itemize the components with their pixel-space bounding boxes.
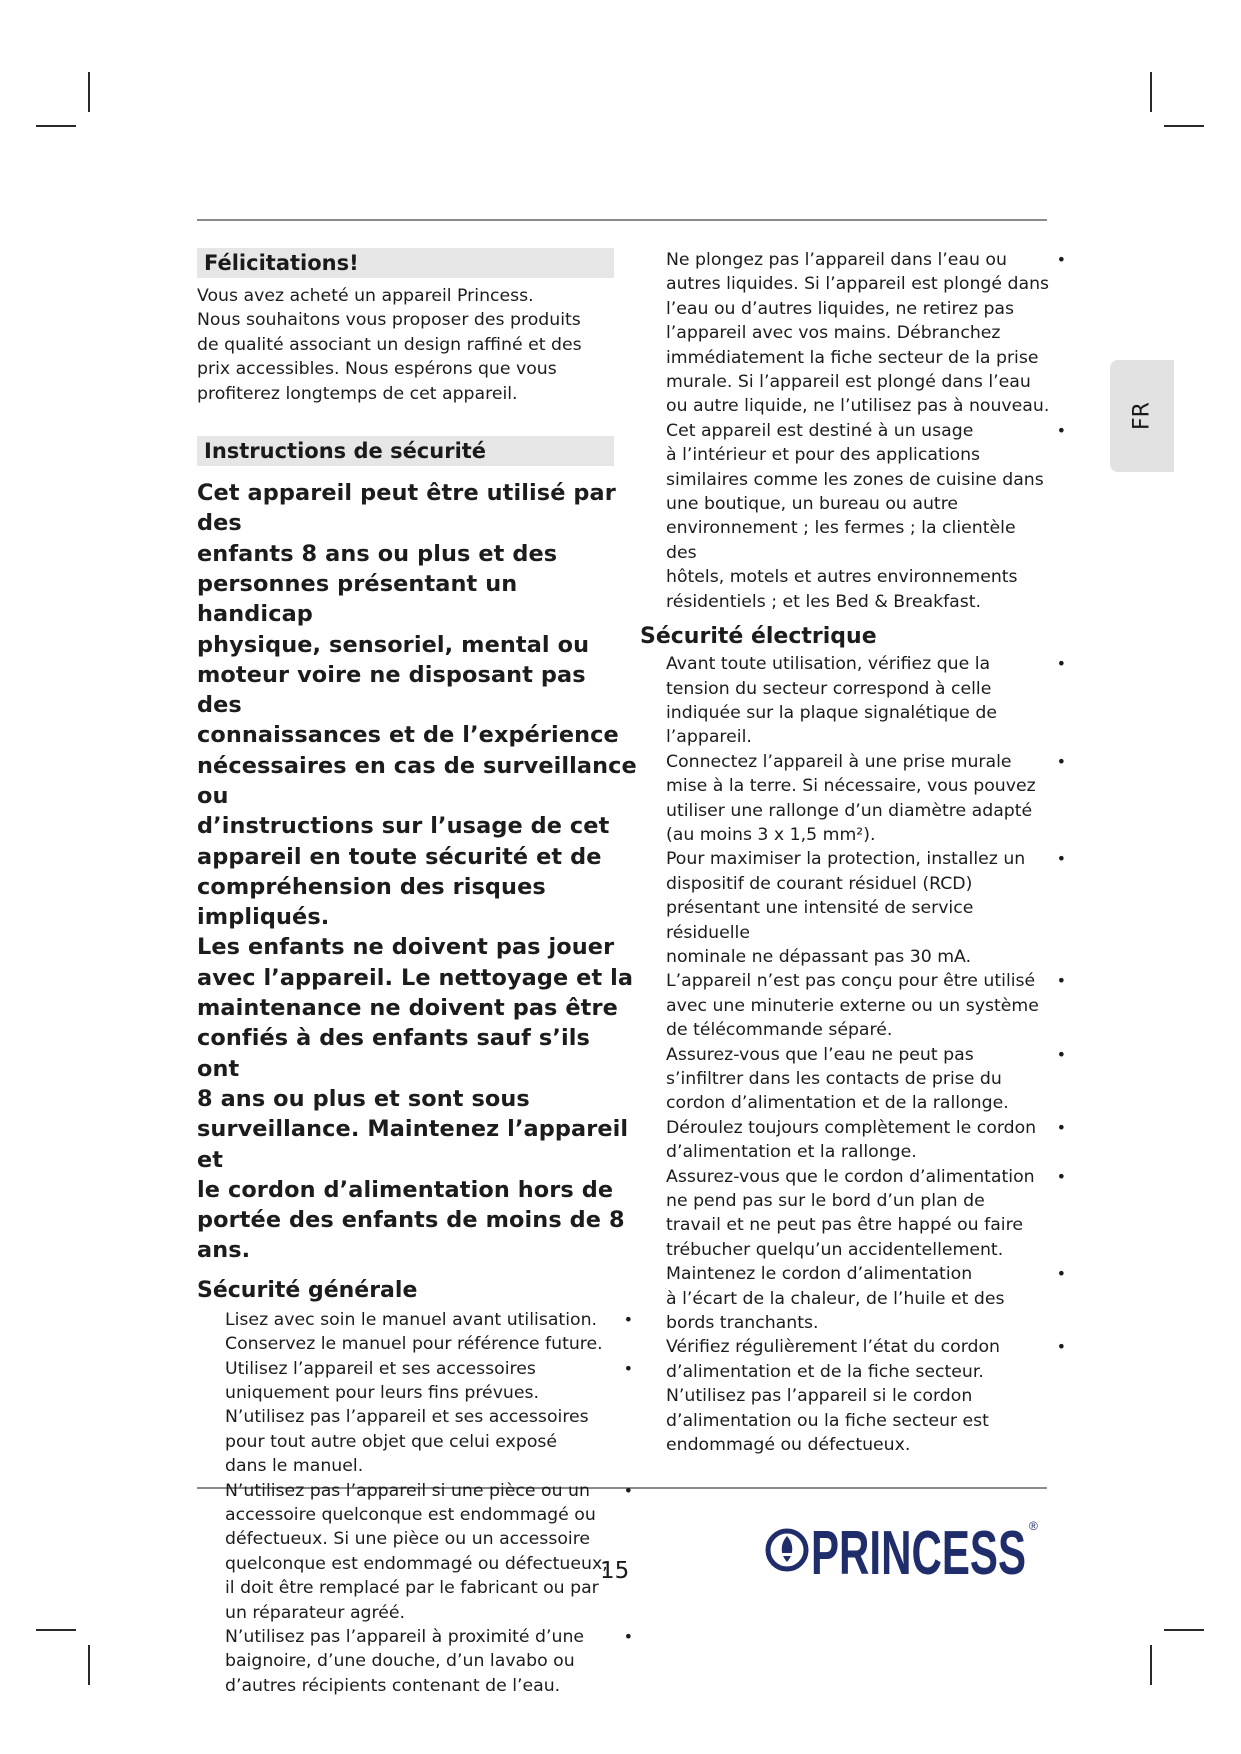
intro-line: de qualité associant un design raffiné et des: [197, 334, 582, 355]
congrats-heading: Félicitations!: [197, 248, 614, 278]
list-item: [225, 1357, 637, 1479]
intro-line: Vous avez acheté un appareil Princess.: [197, 286, 534, 306]
item-line: à l’écart de la chaleur, de l’huile et des: [666, 1288, 1005, 1309]
item-line: à l’intérieur et pour des applications: [666, 445, 981, 466]
item-line: utiliser une rallonge d’un diamètre adapté: [666, 800, 1033, 821]
item-line: Connectez l’appareil à une prise murale: [666, 751, 1012, 772]
item-line: défectueux. Si une pièce ou un accessoire: [225, 1529, 591, 1550]
item-line: cordon d’alimentation et de la rallonge.: [666, 1093, 1009, 1114]
item-line: environnement ; les fermes ; la clientèle des: [666, 518, 1016, 563]
item-line: N’utilisez pas l’appareil et ses accessoires: [225, 1407, 589, 1428]
item-line: hôtels, motels et autres environnements: [666, 567, 1018, 588]
item-line: ou autre liquide, ne l’utilisez pas à nouveau.: [666, 396, 1050, 417]
crop-mark: [1164, 1629, 1204, 1631]
item-line: Utilisez l’appareil et ses accessoires: [225, 1358, 536, 1379]
child-safety-warning: [197, 478, 637, 1266]
item-line: Lisez avec soin le manuel avant utilisation.: [225, 1309, 598, 1330]
list-item: [225, 1625, 637, 1698]
bullet: •: [1056, 1264, 1066, 1284]
bullet: •: [1056, 250, 1066, 269]
list-item: [666, 969, 1070, 1042]
item-line: tension du secteur correspond à celle: [666, 678, 992, 699]
language-tab: [1110, 360, 1174, 472]
bullet: •: [1056, 971, 1066, 991]
item-line: d’alimentation et de la fiche secteur.: [666, 1361, 984, 1382]
item-line: avec une minuterie externe ou un système: [666, 995, 1039, 1016]
item-line: bords tranchants.: [666, 1313, 819, 1334]
list-item: [666, 1165, 1070, 1263]
item-line: mise à la terre. Si nécessaire, vous pouvez: [666, 776, 1036, 797]
bullet: •: [1056, 849, 1066, 869]
item-line: uniquement pour leurs fins prévues.: [225, 1382, 539, 1403]
item-line: ne pend pas sur le bord d’un plan de: [666, 1191, 985, 1212]
item-line: l’eau ou d’autres liquides, ne retirez pas: [666, 298, 1015, 319]
item-line: nominale ne dépassant pas 30 mA.: [666, 946, 972, 967]
warning-line: confiés à des enfants sauf s’ils ont: [197, 1025, 590, 1082]
bullet: •: [1056, 1166, 1066, 1186]
list-item: [666, 1262, 1070, 1335]
general-safety-list-continued: [640, 248, 1070, 614]
item-line: de télécommande séparé.: [666, 1020, 893, 1041]
item-line: Ne plongez pas l’appareil dans l’eau ou: [666, 250, 1007, 270]
item-line: Assurez-vous que l’eau ne peut pas: [666, 1044, 974, 1065]
warning-line: nécessaires en cas de surveillance ou: [197, 752, 637, 809]
item-line: un réparateur agréé.: [225, 1602, 406, 1623]
item-line: résidentiels ; et les Bed & Breakfast.: [666, 591, 982, 612]
warning-line: avec l’appareil. Le nettoyage et la: [197, 964, 634, 991]
item-line: Assurez-vous que le cordon d’alimentation: [666, 1166, 1035, 1187]
crop-mark: [1150, 72, 1152, 112]
item-line: s’infiltrer dans les contacts de prise du: [666, 1069, 1002, 1089]
logo-wordmark: PRINCESS: [811, 1519, 1026, 1588]
item-line: indiquée sur la plaque signalétique de: [666, 702, 998, 723]
right-column: [640, 248, 1070, 1458]
warning-line: personnes présentant un handicap: [197, 570, 518, 628]
item-line: Déroulez toujours complètement le cordon: [666, 1117, 1037, 1138]
item-line: N’utilisez pas l’appareil si le cordon: [666, 1386, 973, 1407]
bullet: •: [1056, 1337, 1066, 1357]
crop-mark: [88, 72, 90, 112]
warning-line: enfants 8 ans ou plus et des: [197, 540, 558, 567]
item-line: l’appareil avec vos mains. Débranchez: [666, 323, 1001, 344]
warning-line: 8 ans ou plus et sont sous: [197, 1085, 530, 1112]
list-item: [225, 1308, 637, 1357]
safety-heading: Instructions de sécurité: [197, 436, 614, 466]
list-item: [666, 652, 1070, 750]
warning-line: d’instructions sur l’usage de cet: [197, 813, 610, 840]
item-line: accessoire quelconque est endommagé ou: [225, 1505, 596, 1525]
warning-line: appareil en toute sécurité et de: [197, 843, 602, 870]
item-line: murale. Si l’appareil est plongé dans l’eau: [666, 372, 1031, 393]
list-item: [225, 1479, 637, 1625]
item-line: trébucher quelqu’un accidentellement.: [666, 1239, 1004, 1260]
princess-logo: [765, 1508, 1045, 1588]
warning-line: compréhension des risques impliqués.: [197, 873, 546, 931]
bullet: •: [1056, 1117, 1066, 1137]
warning-line: maintenance ne doivent pas être: [197, 995, 618, 1022]
bullet: •: [623, 1627, 633, 1647]
item-line: Cet appareil est destiné à un usage: [666, 420, 974, 441]
bullet: •: [1056, 654, 1066, 674]
warning-line: Les enfants ne doivent pas jouer: [197, 934, 615, 961]
item-line: Vérifiez régulièrement l’état du cordon: [666, 1337, 1001, 1358]
bullet: •: [623, 1480, 633, 1500]
item-line: dispositif de courant résiduel (RCD): [666, 873, 973, 894]
item-line: Avant toute utilisation, vérifiez que la: [666, 654, 991, 675]
warning-line: physique, sensoriel, mental ou: [197, 631, 590, 658]
item-line: d’alimentation ou la fiche secteur est: [666, 1410, 989, 1431]
intro-line: Nous souhaitons vous proposer des produits: [197, 310, 581, 331]
item-line: baignoire, d’une douche, d’un lavabo ou: [225, 1651, 575, 1672]
crop-mark: [36, 125, 76, 127]
warning-line: connaissances et de l’expérience: [197, 722, 619, 749]
item-line: travail et ne peut pas être happé ou faire: [666, 1215, 1023, 1236]
bullet: •: [623, 1358, 633, 1378]
list-item: [666, 1116, 1070, 1165]
list-item: [666, 750, 1070, 848]
item-line: N’utilisez pas l’appareil à proximité d’une: [225, 1627, 585, 1648]
item-line: similaires comme les zones de cuisine dans: [666, 469, 1044, 490]
warning-line: surveillance. Maintenez l’appareil et: [197, 1116, 629, 1173]
bullet: •: [1056, 420, 1066, 440]
page-number: 15: [600, 1558, 630, 1584]
crop-mark: [36, 1629, 76, 1631]
item-line: endommagé ou défectueux.: [666, 1435, 911, 1456]
warning-line: Cet appareil peut être utilisé par des: [197, 480, 616, 537]
warning-line: moteur voire ne disposant pas des: [197, 661, 586, 719]
bullet: •: [1056, 1044, 1066, 1064]
item-line: Pour maximiser la protection, installez un: [666, 849, 1026, 870]
registered-mark: ®: [1029, 1519, 1038, 1533]
item-line: Maintenez le cordon d’alimentation: [666, 1264, 973, 1285]
language-label: FR: [1129, 402, 1155, 430]
intro-text: [197, 284, 637, 406]
warning-line: portée des enfants de moins de 8 ans.: [197, 1207, 625, 1264]
item-line: Conservez le manuel pour référence future.: [225, 1334, 603, 1355]
warning-line: le cordon d’alimentation hors de: [197, 1176, 614, 1203]
list-item: [666, 1335, 1070, 1457]
bullet: •: [1056, 751, 1066, 771]
item-line: l’appareil.: [666, 727, 752, 748]
item-line: L’appareil n’est pas conçu pour être utilisé: [666, 971, 1036, 992]
item-line: dans le manuel.: [225, 1456, 364, 1477]
item-line: N’utilisez pas l’appareil si une pièce ou un: [225, 1480, 590, 1501]
electrical-safety-list: [640, 652, 1070, 1457]
item-line: autres liquides. Si l’appareil est plongé dans: [666, 274, 1050, 295]
crown-emblem-icon: [768, 1531, 806, 1569]
crop-mark: [1164, 125, 1204, 127]
item-line: pour tout autre objet que celui exposé: [225, 1431, 558, 1452]
general-safety-list: [197, 1308, 637, 1699]
general-safety-heading: Sécurité générale: [197, 1277, 418, 1303]
item-line: une boutique, un bureau ou autre: [666, 494, 959, 515]
item-line: immédiatement la fiche secteur de la prise: [666, 347, 1039, 368]
item-line: (au moins 3 x 1,5 mm²).: [666, 824, 876, 845]
item-line: d’alimentation et la rallonge.: [666, 1142, 917, 1163]
electrical-safety-heading: Sécurité électrique: [640, 624, 877, 650]
item-line: il doit être remplacé par le fabricant ou par: [225, 1578, 599, 1599]
list-item: [666, 1043, 1070, 1116]
bullet: •: [623, 1309, 633, 1329]
left-column: [197, 248, 637, 1698]
list-item: [666, 248, 1070, 419]
top-rule: [197, 219, 1047, 221]
item-line: d’autres récipients contenant de l’eau.: [225, 1675, 561, 1696]
crop-mark: [88, 1645, 90, 1685]
item-line: quelconque est endommagé ou défectueux,: [225, 1553, 608, 1574]
list-item: [666, 847, 1070, 969]
crop-mark: [1150, 1645, 1152, 1685]
list-item: [666, 419, 1070, 614]
intro-line: prix accessibles. Nous espérons que vous: [197, 359, 557, 380]
intro-line: profiterez longtemps de cet appareil.: [197, 383, 518, 404]
item-line: présentant une intensité de service résiduelle: [666, 898, 974, 943]
